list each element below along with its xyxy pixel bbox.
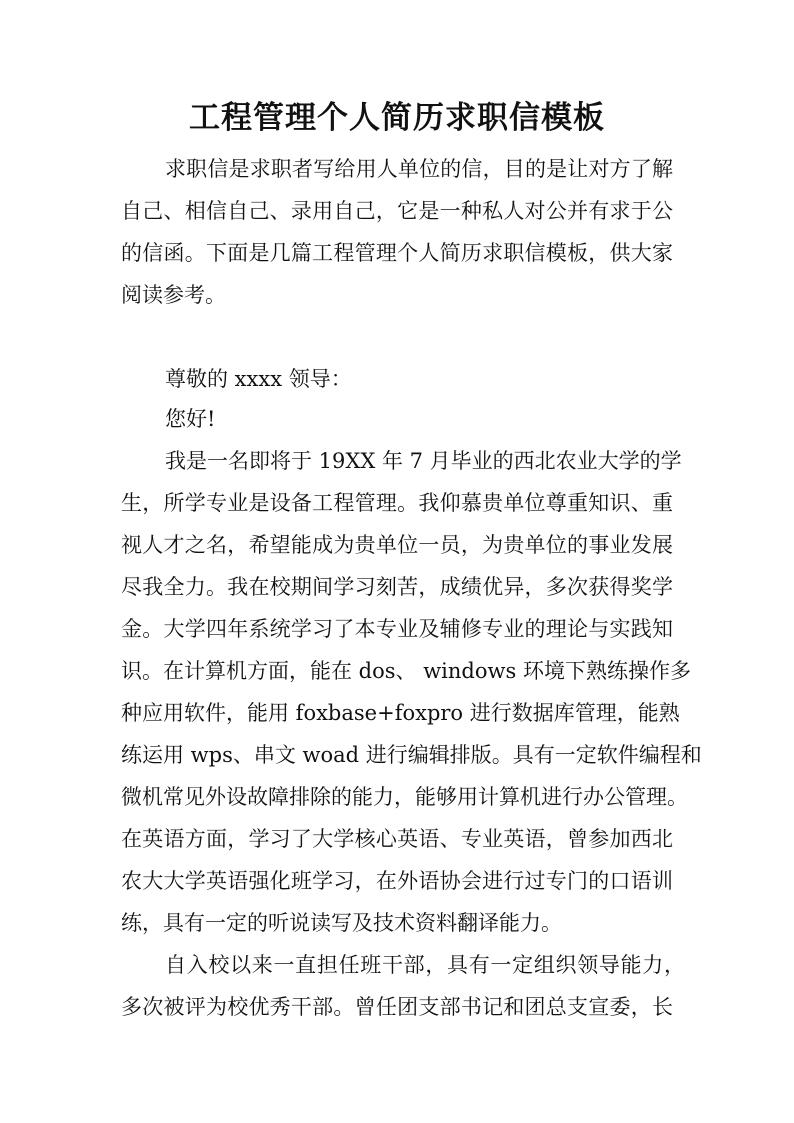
paragraph1-line-7: 种应用软件，能用 foxbase+foxpro 进行数据库管理，能熟 (121, 701, 680, 725)
intro-line-3: 的信函。下面是几篇工程管理个人简历求职信模板，供大家 (121, 241, 673, 265)
salutation: 尊敬的 xxxx 领导： (165, 367, 352, 391)
paragraph1-line-3: 视人才之名，希望能成为贵单位一员，为贵单位的事业发展 (121, 533, 673, 557)
paragraph1-line-2: 生，所学专业是设备工程管理。我仰慕贵单位尊重知识、重 (121, 491, 673, 515)
document-title: 工程管理个人简历求职信模板 (189, 100, 605, 136)
greeting: 您好! (165, 407, 216, 431)
intro-line-4: 阅读参考。 (121, 283, 226, 307)
paragraph1-line-5: 金。大学四年系统学习了本专业及辅修专业的理论与实践知 (121, 617, 673, 641)
paragraph1-line-1: 我是一名即将于 19XX 年 7 月毕业的西北农业大学的学 (165, 449, 682, 473)
paragraph1-line-6: 识。在计算机方面，能在 dos、 windows 环境下熟练操作多 (121, 659, 691, 683)
paragraph1-line-4: 尽我全力。我在校期间学习刻苦，成绩优异，多次获得奖学 (121, 575, 673, 599)
paragraph1-line-11: 农大大学英语强化班学习，在外语协会进行过专门的口语训 (121, 869, 673, 893)
paragraph1-line-12: 练，具有一定的听说读写及技术资料翻译能力。 (121, 911, 562, 935)
intro-line-1: 求职信是求职者写给用人单位的信，目的是让对方了解 (165, 157, 673, 181)
paragraph1-line-10: 在英语方面，学习了大学核心英语、专业英语，曾参加西北 (121, 827, 673, 851)
paragraph2-line-1: 自入校以来一直担任班干部，具有一定组织领导能力， (165, 953, 685, 977)
paragraph1-line-9: 微机常见外设故障排除的能力，能够用计算机进行办公管理。 (121, 785, 688, 809)
intro-line-2: 自己、相信自己、录用自己，它是一种私人对公并有求于公 (121, 199, 673, 223)
paragraph1-line-8: 练运用 wps、串文 woad 进行编辑排版。具有一定软件编程和 (121, 743, 702, 767)
paragraph2-line-2: 多次被评为校优秀干部。曾任团支部书记和团总支宣委，长 (121, 995, 673, 1019)
